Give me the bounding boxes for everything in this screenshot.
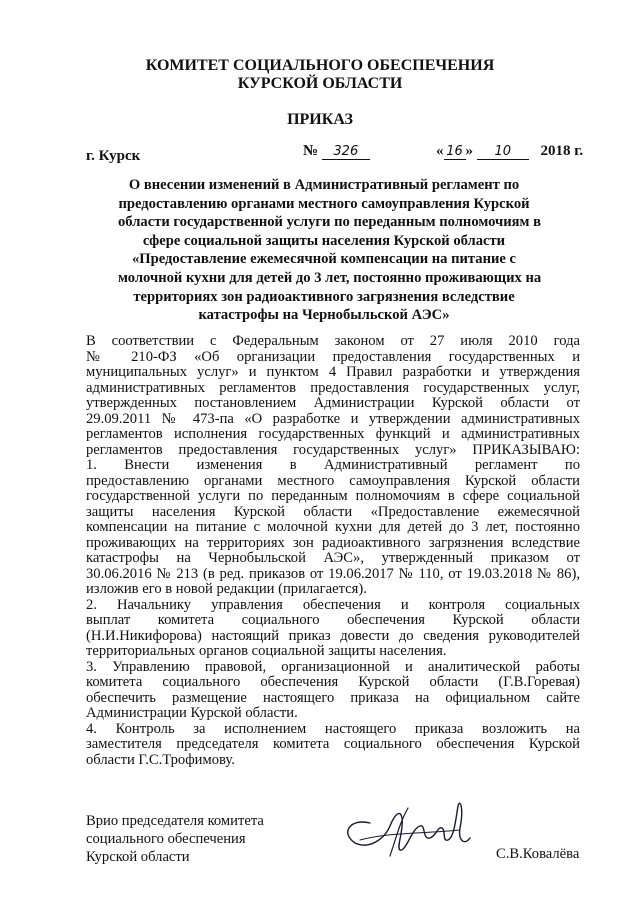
body-line: области Г.С.Трофимову.	[86, 752, 235, 768]
signatory-name: С.В.Ковалёва	[496, 846, 580, 862]
heading-line: области государственной услуги по переданным полномочиям в	[118, 214, 542, 231]
body-line: № 210-ФЗ «Об организации предоставления государственных и	[86, 349, 580, 365]
body-line: комитета социального обеспечения Курской области (Г.В.Горевая)	[86, 675, 580, 690]
heading-line: «Предоставление ежемесячной компенсации на питание с	[132, 251, 516, 268]
body-line: утвержденных постановлением Администрации Курской области от	[86, 396, 580, 411]
heading-line: катастрофы на Чернобыльской АЭС»	[198, 307, 450, 324]
heading-line: сфере социальной защиты населения Курской области	[142, 232, 506, 249]
doc-number-value: 326	[322, 144, 370, 160]
date-close-quote: »	[465, 143, 473, 159]
body-line: 3. Управлению правовой, организационной и аналитической работы	[86, 659, 580, 675]
date-day: 16	[444, 144, 466, 160]
body-line: защиты населения Курской области «Предоставление ежемесячной	[86, 504, 580, 520]
doc-city: г. Курск	[86, 148, 141, 164]
heading-line: предоставлению органами местного самоуправления Курской	[118, 195, 530, 212]
doc-body	[86, 334, 580, 768]
body-line: компенсации на питание с молочной кухни для детей до 3 лет, постоянно	[86, 520, 580, 535]
date-open-quote: «	[436, 143, 444, 159]
signatory-position	[86, 812, 264, 866]
org-name-line1: КОМИТЕТ СОЦИАЛЬНОГО ОБЕСПЕЧЕНИЯ	[145, 57, 495, 74]
body-line: предоставлению органами местного самоуправления Курской области	[86, 473, 580, 489]
doc-date	[436, 143, 583, 160]
org-name-line2: КУРСКОЙ ОБЛАСТИ	[237, 75, 403, 92]
body-line: 1. Внести изменения в Административный регламент по	[86, 458, 580, 473]
signatory-line2: социального обеспечения	[86, 831, 246, 847]
doc-number	[303, 143, 370, 160]
signatory-line1: Врио председателя комитета	[86, 813, 264, 829]
body-line: Администрации Курской области.	[86, 706, 298, 721]
body-line: 4. Контроль за исполнением настоящего приказа возложить на	[86, 721, 580, 737]
body-line: муниципальных услуг» и пунктом 4 Правил разработки и утверждения	[86, 365, 580, 380]
doc-number-label: №	[303, 143, 319, 159]
body-line: регламентов предоставления государственных услуг» ПРИКАЗЫВАЮ:	[86, 442, 580, 458]
body-line: обеспечить размещение настоящего приказа на официальном сайте	[86, 690, 580, 706]
date-year: 2018 г.	[540, 143, 584, 159]
body-line: В соответствии с Федеральным законом от 27 июля 2010 года	[86, 334, 580, 349]
signatory-line3: Курской области	[86, 849, 190, 865]
body-line: государственной услуги по переданным полномочиям в сфере социальной	[86, 489, 580, 504]
body-line: территориальных органов социальной защиты населения.	[86, 644, 447, 659]
body-line: изложив его в новой редакции (прилагается).	[86, 582, 367, 597]
body-line: (Н.И.Никифорова) настоящий приказ довести до сведения руководителей	[86, 628, 580, 644]
doc-heading	[118, 176, 542, 325]
body-line: выплат комитета социального обеспечения Курской области	[86, 613, 580, 628]
body-line: заместителя председателя комитета социального обеспечения Курской	[86, 737, 580, 752]
body-line: 2. Начальнику управления обеспечения и контроля социальных	[86, 597, 580, 613]
body-line: 29.09.2011 № 473-па «О разработке и утверждении административных	[86, 411, 580, 427]
body-line: катастрофы на Чернобыльской АЭС», утвержденный приказом от	[86, 551, 580, 566]
date-month: 10	[477, 144, 529, 160]
body-line: регламентов исполнения государственных функций и административных	[86, 427, 580, 442]
doc-type: ПРИКАЗ	[287, 111, 353, 128]
heading-line: территориях зон радиоактивного загрязнения вследствие	[133, 288, 515, 305]
handwritten-signature-icon	[330, 788, 490, 868]
body-line: 30.06.2016 № 213 (в ред. приказов от 19.06.2017 № 110, от 19.03.2018 № 86),	[86, 566, 580, 582]
body-line: административных регламентов предоставления государственных услуг,	[86, 380, 580, 396]
body-line: проживающих на территориях зон радиоактивного загрязнения вследствие	[86, 535, 580, 551]
heading-line: О внесении изменений в Административный регламент по	[128, 177, 520, 193]
heading-line: молочной кухни для детей до 3 лет, постоянно проживающих на	[118, 269, 542, 286]
